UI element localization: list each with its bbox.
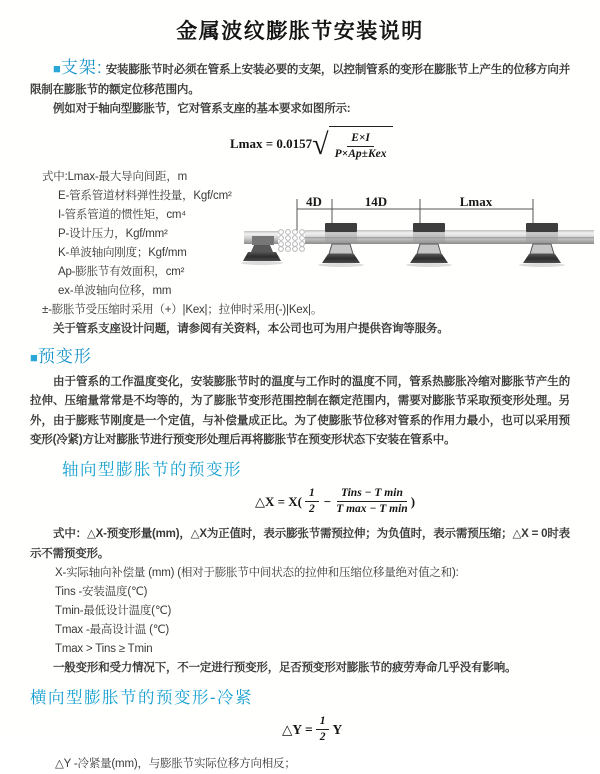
lmax-formula-lhs: Lmax = 0.0157 [230, 135, 313, 151]
dx-temp-numerator: Tins − T min [337, 487, 407, 503]
dx-formula-close-paren: ) [410, 493, 416, 509]
pipe-support-diagram [242, 192, 594, 288]
dy-formula-rhs: Y [332, 721, 343, 737]
dx-formula-half-fraction [305, 487, 319, 518]
definition-line: Ap-膨胀节有效面积，cm² [58, 266, 185, 279]
temperature-definition-line: Tins -安装温度(℃) [55, 586, 148, 599]
definition-line: ex-单波轴向位移，mm [58, 285, 172, 298]
lateral-preform-formula [282, 715, 342, 746]
dx-half-denominator: 2 [309, 503, 315, 516]
dy-half-denominator: 2 [319, 731, 326, 744]
lateral-subsection-heading: 横向型膨胀节的预变形-冷紧 [30, 688, 253, 707]
dx-formula-lhs: △X = X( [255, 493, 303, 509]
support-section-heading: 支架: [60, 58, 103, 77]
dy-half-numerator: 1 [316, 715, 330, 731]
pipe-support [318, 223, 364, 267]
axial-x-definition-line: X-实际轴向补偿量 (mm) (相对于膨胀节中间状态的拉伸和压缩位移量绝对值之和): [55, 567, 459, 580]
axial-explain-paragraph: 式中：△X-预变形量(mm)，△X为正值时，表示膨张节需预拉伸；为负值时，表示需预压缩；△X = 0时表示不需预变形。 [30, 528, 570, 560]
section-bullet-icon: ■ [30, 349, 38, 365]
support-note-line: 关于管系支座设计问题，请参阅有关资料，本公司也可为用户提供咨询等服务。 [53, 323, 449, 336]
definition-line: K-单波轴向刚度；Kgf/mm [58, 247, 187, 260]
axial-note-line: 一般变形和受力情况下，不一定进行预变形，足否预变形对膨胀节的疲劳寿命几乎没有影响。 [53, 662, 517, 675]
support-example-line: 例如对于轴向型膨胀节，它对管系支座的基本要求如图所示: [53, 103, 351, 115]
page-title: 金属波纹膨胀节安装说明 [176, 20, 424, 43]
lmax-formula-fraction [335, 132, 387, 163]
preform-section-heading-row [30, 346, 570, 369]
pipe-support [519, 223, 565, 267]
dx-half-numerator: 1 [305, 487, 319, 503]
support-intro-paragraph [30, 58, 570, 100]
plusminus-rule-line: ±-膨胀节受压缩时采用（+）|Kex|；拉伸时采用(-)|Kex|。 [42, 304, 323, 317]
square-root-symbol: √ [312, 127, 329, 161]
preform-paragraph: 由于管系的工作温度变化，安装膨胀节时的温度与工作时的温度不同，管系热膨胀冷缩对膨胀节产生的拉伸、压缩量常常是不均等的，为了膨胀节变形范围控制在额定范围内，需要对膨胀节采取预变形处理。另外，由于膨账节刚度是一个定值，与补偿量成正比。为了使膨胀节位移对管系的作用力最小，也可以采用预变形(冷紧)方让对膨胀节进行预变形处理后再将膨胀节在预变形状态下安装在管系中。 [30, 375, 570, 447]
lmax-formula-denominator: P×Ap±Kex [334, 148, 387, 161]
dim-label-lmax: Lmax [459, 194, 493, 209]
preform-section-heading: 预变形 [37, 346, 92, 366]
temperature-definition-line: Tmax -最高设计温 (℃) [55, 624, 170, 637]
lmax-formula [230, 126, 393, 163]
section-bullet-icon: ■ [53, 61, 61, 76]
dim-label-4d: 4D [306, 194, 322, 209]
dy-half-fraction [316, 715, 330, 746]
definition-line: E-管系管道材料弹性投量，Kgf/cm² [58, 190, 232, 203]
lateral-note-line: △Y -冷紧量(mm)，与膨胀节实际位移方向相反； [55, 758, 296, 771]
definition-line: I-管系管道的惯性矩，cm⁴ [58, 209, 186, 222]
anchor-support [241, 231, 283, 265]
lmax-formula-root-body [329, 126, 394, 163]
dy-formula-lhs: △Y = [282, 721, 313, 737]
definition-line: 式中:Lmax-最大导向间距，m [42, 171, 188, 184]
pipe-support [406, 223, 452, 267]
dx-temp-denominator: T max − T min [336, 503, 408, 516]
axial-preform-formula [255, 487, 415, 518]
dx-minus-operator: − [323, 493, 332, 509]
temperature-inequality-line: Tmax > Tins ≥ Tmin [55, 643, 153, 656]
axial-subsection-heading: 轴向型膨胀节的预变形 [62, 460, 242, 479]
dx-temperature-fraction [336, 487, 408, 518]
definition-line: P-设计压力，Kgf/mm² [58, 228, 168, 241]
temperature-definition-line: Tmin-最低设计温度(℃) [55, 605, 172, 618]
lmax-formula-numerator: E×I [347, 132, 374, 148]
bellows-icon [279, 230, 305, 252]
dim-label-14d: 14D [364, 194, 388, 209]
support-intro-text: 安装膨胀节时必须在管系上安装必要的支架，以控制管系的变形在膨胀节上产生的位移方向并限制在膨胀节的额定位移范围内。 [30, 64, 571, 96]
